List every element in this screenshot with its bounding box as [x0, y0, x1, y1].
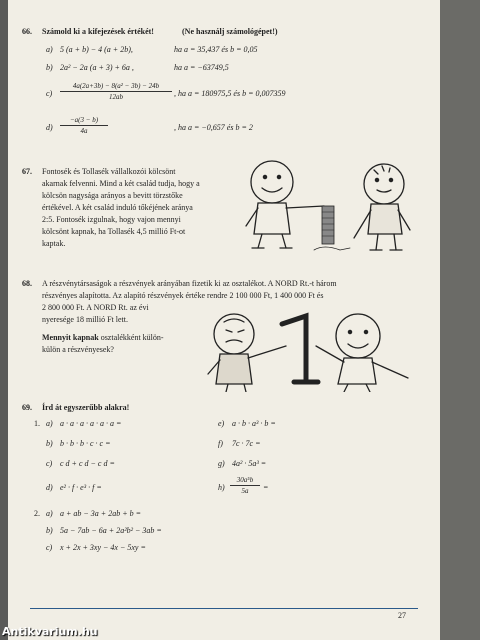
- ex69-1e-expr: a · b · a³ · b =: [232, 419, 276, 428]
- ex68-line-5: [42, 334, 164, 342]
- ex69-2a-label: a): [46, 509, 53, 518]
- ex67-line-3: kölcsön nagysága arányos a bevitt törzstőke: [42, 191, 183, 200]
- ex69-1c-expr: c d + c d − c d =: [60, 459, 115, 468]
- ex66-note: (Ne használj számológépet!): [182, 27, 278, 36]
- two-families-cartoon-illustration: [234, 156, 424, 256]
- ex66-d-denominator: 4a: [80, 127, 88, 135]
- ex69-1a-expr: a · a · a · a · a · a =: [60, 419, 122, 428]
- ex67-line-7: kaptak.: [42, 239, 66, 248]
- ex66-c-fraction: [60, 82, 172, 101]
- ex66-c-cond: , ha a = 180975,5 és b = 0,007359: [174, 89, 286, 98]
- ex66-b-label: b): [46, 63, 53, 72]
- ex66-title: Számold ki a kifejezések értékét!: [42, 27, 154, 36]
- ex68-line-2: részvényes alapította. Az alapító részvények értéke rendre 2 100 000 Ft, 1 400 000 Ft és: [42, 291, 324, 300]
- ex69-1g-expr: 4a² · 5a³ =: [232, 459, 267, 468]
- ex66-c-label: c): [46, 89, 53, 98]
- ex68-question-emphasis: Mennyit kapnak: [42, 333, 99, 342]
- shareholders-tug-of-war-illustration: [198, 312, 428, 392]
- ex69-1d-label: d): [46, 483, 53, 492]
- ex66-d-fraction: [60, 116, 108, 135]
- ex68-line-6: külön a részvényesek?: [42, 345, 114, 354]
- ex66-b-cond: ha a = −63749,5: [174, 63, 229, 72]
- textbook-page: [8, 0, 440, 640]
- page-number: 27: [398, 611, 406, 620]
- ex69-1c-label: c): [46, 459, 53, 468]
- ex69-2b-expr: 5a − 7ab − 6a + 2a²b² − 3ab =: [60, 526, 162, 535]
- ex67-line-2: akarnak felvenni. Mind a két család tudja, hogy a: [42, 179, 200, 188]
- ex69-1b-expr: b · b · b · c · c =: [60, 439, 111, 448]
- ex67-line-4: értékével. A két család induló tőkéjének aránya: [42, 203, 193, 212]
- ex69-part1-label: 1.: [34, 419, 40, 428]
- ex69-1a-label: a): [46, 419, 53, 428]
- ex67-line-5: 2:5. Fontosék izgulnak, hogy vajon mennyi: [42, 215, 181, 224]
- ex69-2c-label: c): [46, 543, 53, 552]
- ex69-part2-label: 2.: [34, 509, 40, 518]
- ex66-a-label: a): [46, 45, 53, 54]
- book-binding-edge: [440, 0, 480, 640]
- ex67-line-6: kölcsönt kapnak, ha Tollasék 4,5 millió Ft-ot: [42, 227, 186, 236]
- ex69-1h-numerator: 30a⁵b: [230, 476, 260, 486]
- ex67-number: 67.: [22, 167, 32, 176]
- ex66-d-label: d): [46, 123, 53, 132]
- ex66-a-cond: ha a = 35,437 és b = 0,05: [174, 45, 258, 54]
- ex69-1h-label: h): [218, 483, 225, 492]
- ex69-1b-label: b): [46, 439, 53, 448]
- ex69-2c-expr: x + 2x + 3xy − 4x − 5xy =: [60, 543, 146, 552]
- ex69-2a-expr: a + ab − 3a + 2ab + b =: [60, 509, 141, 518]
- ex69-number: 69.: [22, 403, 32, 412]
- ex69-1h-denominator: 5a: [241, 487, 249, 495]
- ex69-1f-label: f): [218, 439, 223, 448]
- ex69-1g-label: g): [218, 459, 225, 468]
- ex66-a-expr: 5 (a + b) − 4 (a + 2b),: [60, 45, 133, 54]
- ex68-line-3: 2 800 000 Ft. A NORD Rt. az évi: [42, 303, 149, 312]
- ex68-line-1: A részvénytársaságok a részvények arányában fizetik ki az osztalékot. A NORD Rt.-t három: [42, 279, 337, 288]
- ex66-number: 66.: [22, 27, 32, 36]
- ex69-title: Írd át egyszerűbb alakra!: [42, 403, 130, 412]
- ex66-d-cond: , ha a = −0,657 és b = 2: [174, 123, 253, 132]
- ex68-number: 68.: [22, 279, 32, 288]
- ex69-1h-fraction: [230, 476, 260, 495]
- ex66-c-numerator: 4a(2a+3b) − 8(a² − 3b) − 24b: [60, 82, 172, 92]
- ex69-1d-expr: e² · f · e³ · f =: [60, 483, 102, 492]
- ex67-line-1: Fontosék és Tollasék vállalkozói kölcsönt: [42, 167, 176, 176]
- ex66-b-expr: 2a² − 2a (a + 3) + 6a ,: [60, 63, 134, 72]
- ex69-2b-label: b): [46, 526, 53, 535]
- ex69-1f-expr: 7c · 7c =: [232, 439, 261, 448]
- ex68-question-rest: osztalékként külön-: [98, 333, 164, 342]
- watermark-logo: Antikvarium.hu: [2, 625, 98, 638]
- ex66-d-numerator: −a(3 − b): [60, 116, 108, 126]
- ex69-1e-label: e): [218, 419, 225, 428]
- ex68-line-4: nyeresége 18 millió Ft lett.: [42, 315, 128, 324]
- ex69-1h-equals: =: [263, 483, 269, 492]
- footer-rule: [30, 608, 418, 609]
- ex66-c-denominator: 12ab: [109, 93, 123, 101]
